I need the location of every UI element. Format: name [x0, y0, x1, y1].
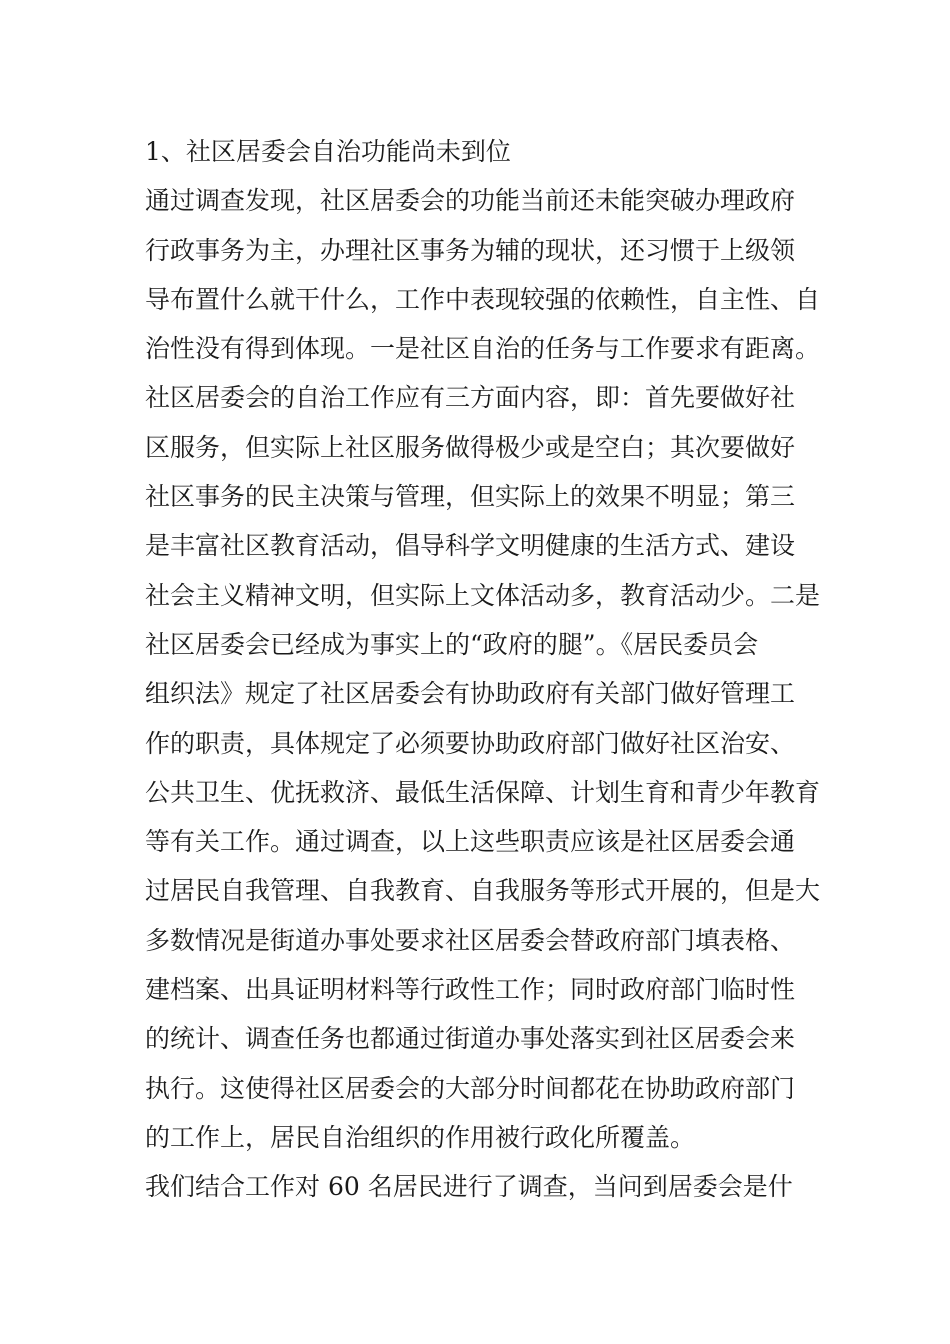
- text-line: 公共卫生、优抚救济、最低生活保障、计划生育和青少年教育: [145, 777, 821, 807]
- text-line: 通过调查发现，社区居委会的功能当前还未能突破办理政府: [145, 186, 796, 216]
- text-line: 的统计、调查任务也都通过街道办事处落实到社区居委会来: [145, 1024, 796, 1054]
- text-line: 社区事务的民主决策与管理，但实际上的效果不明显；第三: [145, 482, 796, 512]
- text-line: 过居民自我管理、自我教育、自我服务等形式开展的，但是大: [145, 876, 821, 906]
- text-line: 多数情况是街道办事处要求社区居委会替政府部门填表格、: [145, 925, 796, 955]
- text-line: 行政事务为主，办理社区事务为辅的现状，还习惯于上级领: [145, 235, 796, 265]
- text-line: 社区居委会的自治工作应有三方面内容，即：首先要做好社: [145, 383, 796, 413]
- text-line: 社会主义精神文明，但实际上文体活动多，教育活动少。二是: [145, 580, 821, 610]
- document-body: [145, 127, 835, 1212]
- text-line: 的工作上，居民自治组织的作用被行政化所覆盖。: [145, 1122, 696, 1152]
- text-line: 是丰富社区教育活动，倡导科学文明健康的生活方式、建设: [145, 531, 796, 561]
- text-line: 等有关工作。通过调查，以上这些职责应该是社区居委会通: [145, 827, 796, 857]
- text-line: 社区居委会已经成为事实上的“政府的腿”。《居民委员会: [145, 629, 759, 659]
- text-line: 作的职责，具体规定了必须要协助政府部门做好社区治安、: [145, 728, 796, 758]
- text-line: 执行。这使得社区居委会的大部分时间都花在协助政府部门: [145, 1073, 796, 1103]
- text-line: 导布置什么就干什么，工作中表现较强的依赖性，自主性、自: [145, 284, 821, 314]
- text-line: 区服务，但实际上社区服务做得极少或是空白；其次要做好: [145, 432, 796, 462]
- section-heading: 1、社区居委会自治功能尚未到位: [145, 137, 511, 166]
- text-line: 组织法》规定了社区居委会有协助政府有关部门做好管理工: [145, 679, 796, 709]
- text-line: 治性没有得到体现。一是社区自治的任务与工作要求有距离。: [145, 334, 821, 364]
- text-line: 建档案、出具证明材料等行政性工作；同时政府部门临时性: [145, 975, 796, 1005]
- text-line: 我们结合工作对 60 名居民进行了调查，当问到居委会是什: [145, 1172, 793, 1202]
